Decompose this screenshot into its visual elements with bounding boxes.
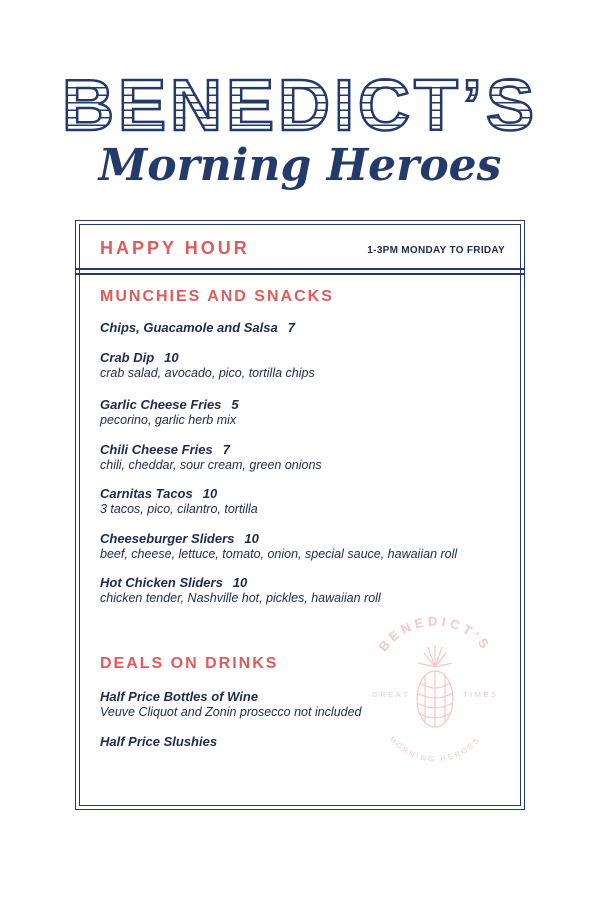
item-description: chicken tender, Nashville hot, pickles, hawaiian roll xyxy=(100,591,381,605)
section-munchies: MUNCHIES AND SNACKS xyxy=(100,288,334,305)
item-name: Carnitas Tacos 10 xyxy=(100,486,218,501)
brand-subtitle: Morning Heroes xyxy=(98,140,502,191)
item-price: 10 xyxy=(232,575,248,590)
pineapple-seal-logo xyxy=(360,605,510,795)
item-name: Cheeseburger Sliders 10 xyxy=(100,531,259,546)
header-divider xyxy=(75,268,525,270)
item-price: 7 xyxy=(287,320,295,335)
header-divider-double xyxy=(75,273,525,275)
item-price: 5 xyxy=(231,397,239,412)
seal-left-text: GREAT xyxy=(372,690,410,699)
menu-item xyxy=(100,575,381,606)
item-description: Veuve Cliquot and Zonin prosecco not included xyxy=(100,705,362,719)
drink-item xyxy=(100,734,217,750)
item-name: Half Price Slushies xyxy=(100,734,218,749)
item-name: Chips, Guacamole and Salsa 7 xyxy=(100,320,295,335)
item-name: Chili Cheese Fries 7 xyxy=(100,442,230,457)
item-description: 3 tacos, pico, cilantro, tortilla xyxy=(100,502,258,516)
section-drinks: DEALS ON DRINKS xyxy=(100,655,279,672)
item-name: Hot Chicken Sliders 10 xyxy=(100,575,248,590)
item-price: 10 xyxy=(164,350,179,365)
item-name: Half Price Bottles of Wine xyxy=(100,689,259,704)
menu-item xyxy=(100,531,457,562)
item-name: Garlic Cheese Fries 5 xyxy=(100,397,239,412)
item-description: chili, cheddar, sour cream, green onions xyxy=(100,458,322,472)
item-price: 10 xyxy=(202,486,218,501)
item-price: 10 xyxy=(244,531,259,546)
seal-top-text: BENEDICT'S xyxy=(375,613,495,655)
item-description: beef, cheese, lettuce, tomato, onion, special sauce, hawaiian roll xyxy=(100,547,458,561)
drink-item xyxy=(100,689,362,720)
menu-item xyxy=(100,397,239,428)
menu-item xyxy=(100,350,315,381)
item-name: Crab Dip 10 xyxy=(100,350,179,365)
pineapple-icon xyxy=(417,645,453,727)
menu-item xyxy=(100,486,258,517)
section-happy-hour: HAPPY HOUR xyxy=(100,238,250,258)
item-description: crab salad, avocado, pico, tortilla chips xyxy=(100,366,315,380)
seal-bottom-text: MORNING HEROES xyxy=(387,734,483,764)
menu-item xyxy=(100,442,322,473)
seal-right-text: TIMES xyxy=(463,690,499,699)
brand-title: BENEDICT’S xyxy=(0,66,600,146)
menu-item xyxy=(100,320,295,336)
item-description: pecorino, garlic herb mix xyxy=(100,413,237,427)
hours-label: 1-3PM MONDAY TO FRIDAY xyxy=(367,245,505,256)
item-price: 7 xyxy=(222,442,230,457)
